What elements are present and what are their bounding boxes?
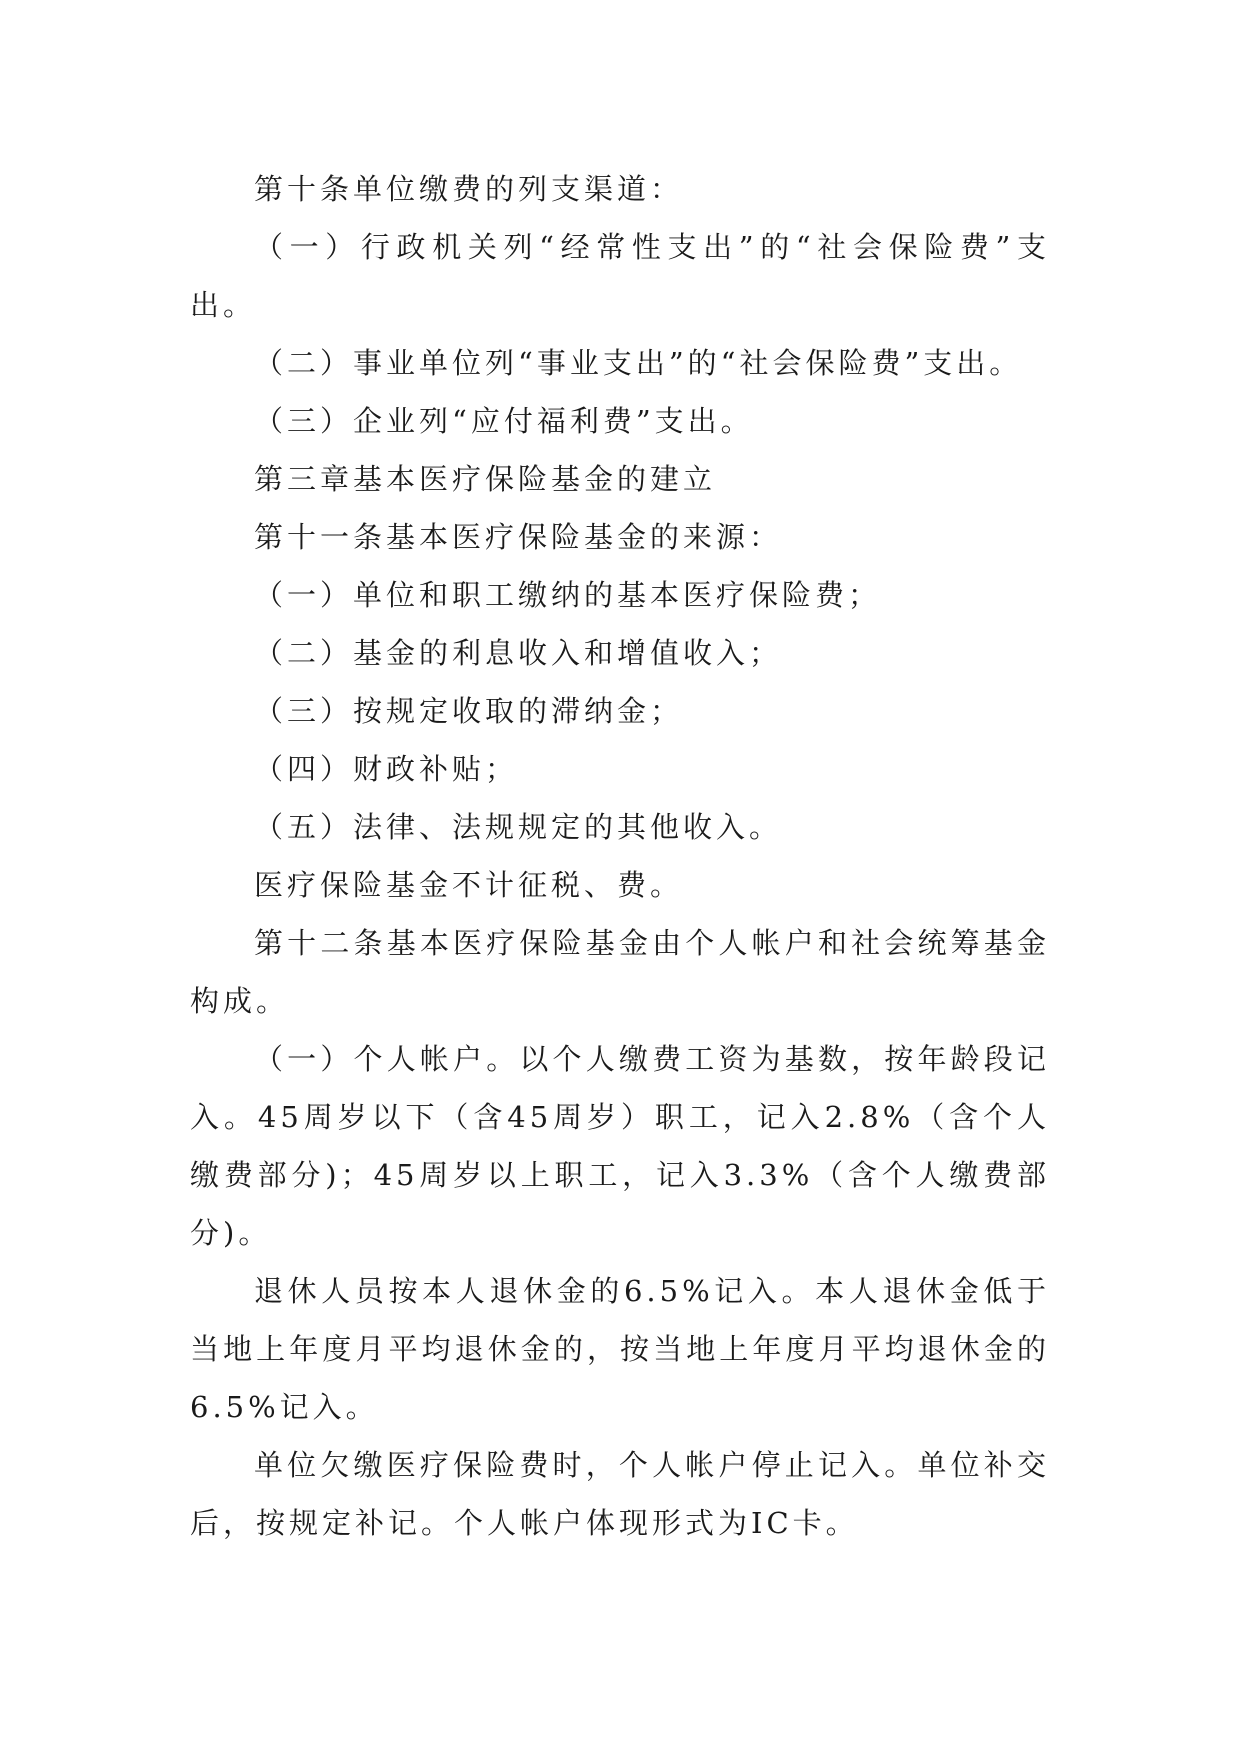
paragraph-article-10: 第十条单位缴费的列支渠道： <box>254 172 684 206</box>
paragraph-item: （一）个人帐户。以个人缴费工资为基数，按年龄段记入。45周岁以下（含45周岁）职工，记入2.8%（含个人缴费部分)；45周岁以上职工，记入3.3%（含个人缴费部分)。 <box>190 1042 1050 1250</box>
paragraph-note: 医疗保险基金不计征税、费。 <box>254 868 684 902</box>
paragraph-article-12: 第十二条基本医疗保险基金由个人帐户和社会统筹基金构成。 <box>190 926 1050 1018</box>
paragraph-item: （二）事业单位列“事业支出”的“社会保险费”支出。 <box>254 346 1023 380</box>
paragraph-item: （一）行政机关列“经常性支出”的“社会保险费”支出。 <box>190 230 1050 322</box>
chapter-heading: 第三章基本医疗保险基金的建立 <box>254 462 717 496</box>
paragraph-article-11: 第十一条基本医疗保险基金的来源： <box>254 520 783 554</box>
paragraph-item: （三）企业列“应付福利费”支出。 <box>254 404 754 438</box>
paragraph-item: （一）单位和职工缴纳的基本医疗保险费； <box>254 578 882 612</box>
paragraph-arrears: 单位欠缴医疗保险费时，个人帐户停止记入。单位补交后，按规定补记。个人帐户体现形式为IC卡。 <box>190 1448 1050 1540</box>
document-body <box>190 160 1050 1552</box>
paragraph-item: （三）按规定收取的滞纳金； <box>254 694 684 728</box>
paragraph-item: （四）财政补贴； <box>254 752 519 786</box>
paragraph-retiree: 退休人员按本人退休金的6.5%记入。本人退休金低于当地上年度月平均退休金的，按当地上年度月平均退休金的6.5%记入。 <box>190 1274 1050 1424</box>
paragraph-item: （二）基金的利息收入和增值收入； <box>254 636 783 670</box>
paragraph-item: （五）法律、法规规定的其他收入。 <box>254 810 783 844</box>
